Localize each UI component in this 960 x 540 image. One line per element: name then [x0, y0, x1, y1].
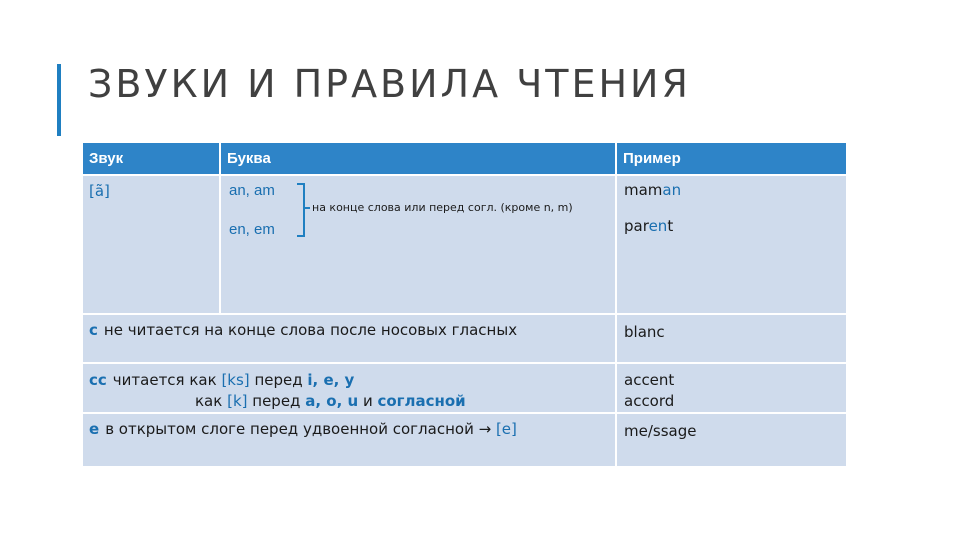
rule-cell — [82, 413, 616, 467]
header-example: Пример — [616, 142, 847, 175]
table-row — [82, 314, 847, 363]
table-row — [82, 363, 847, 413]
reading-rules-table — [81, 141, 848, 468]
rule-cc-line2: как [k] перед a, o, u и согласной — [195, 392, 466, 410]
example-parent: parent — [624, 217, 674, 235]
example-accent: accent accord — [624, 371, 675, 410]
example-cell — [616, 314, 847, 363]
rule-c: c не читается на конце слова после носовых гласных — [89, 321, 518, 339]
example-cell — [616, 175, 847, 314]
bracket-tick — [305, 207, 310, 209]
example-blanc: blanc — [624, 323, 665, 341]
example-message: me/ssage — [624, 422, 697, 440]
rule-cell — [82, 314, 616, 363]
rule-e: e в открытом слоге перед удвоенной согласной → [e] — [89, 420, 517, 438]
header-sound: Звук — [82, 142, 220, 175]
example-cell — [616, 413, 847, 467]
sound-cell — [82, 175, 220, 314]
rule-note: на конце слова или перед согл. (кроме n, m) — [312, 201, 573, 214]
table-row — [82, 175, 847, 314]
rule-cell — [82, 363, 616, 413]
sound-label: [ã] — [89, 182, 110, 200]
rule-cc — [83, 364, 615, 412]
page-title: ЗВУКИ И ПРАВИЛА ЧТЕНИЯ — [88, 62, 691, 106]
title-accent-bar — [57, 64, 61, 136]
table-header-row — [82, 142, 847, 175]
letters-cell — [220, 175, 616, 314]
header-letter: Буква — [220, 142, 616, 175]
example-cell — [616, 363, 847, 413]
rule-cc-line1: cc читается как [ks] перед i, e, y — [89, 371, 355, 389]
bracket-icon — [297, 183, 305, 237]
letters-an-am: an, am — [229, 182, 275, 199]
example-maman: maman — [624, 181, 682, 199]
table-row — [82, 413, 847, 467]
letters-en-em: en, em — [229, 221, 275, 238]
